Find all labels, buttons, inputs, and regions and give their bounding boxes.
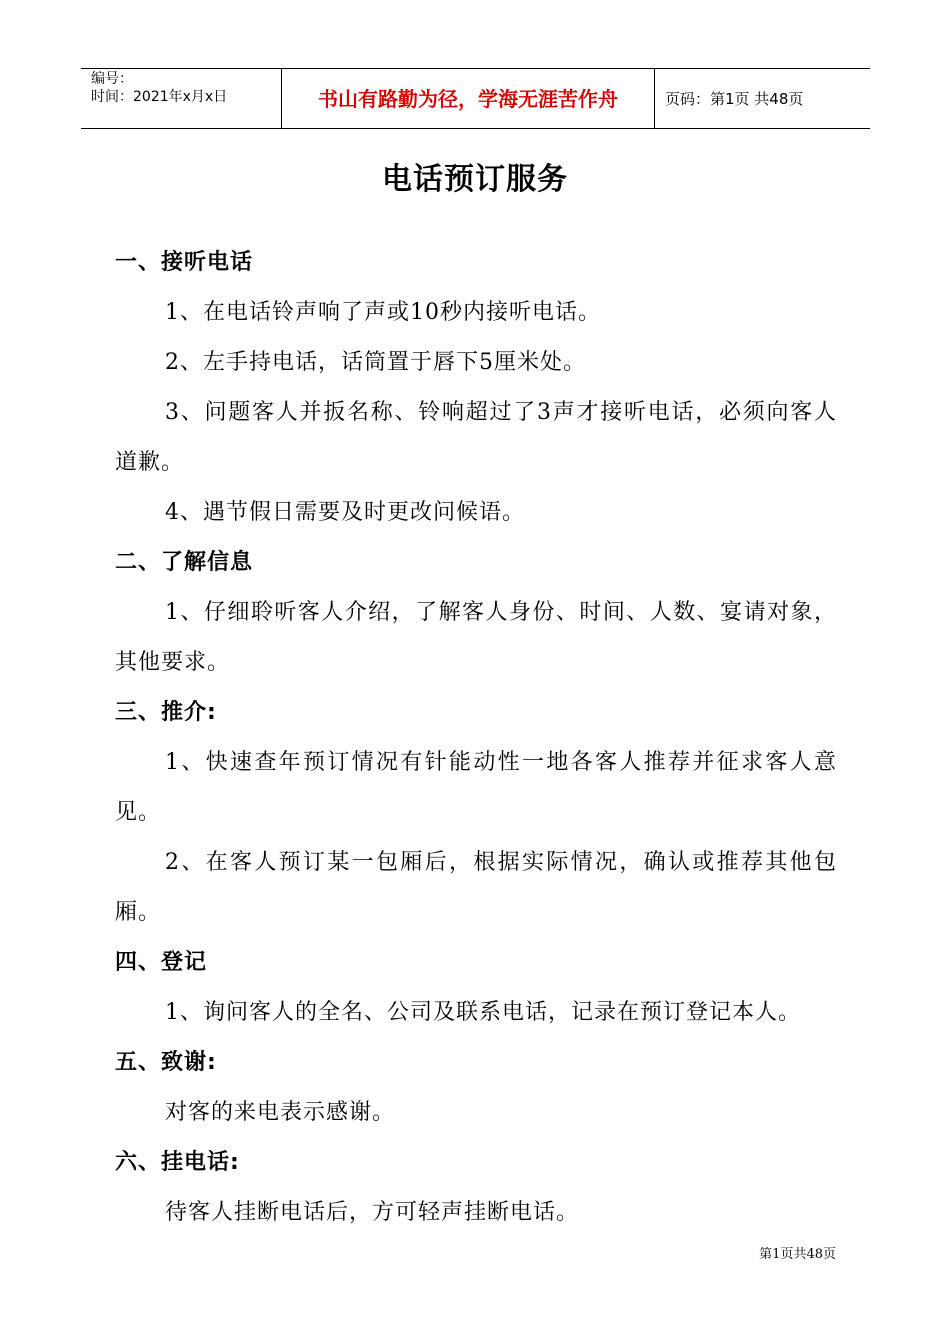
section-heading: 二、了解信息	[115, 550, 254, 575]
paragraph: 4、遇节假日需要及时更改问候语。	[165, 500, 525, 525]
document-header	[81, 68, 870, 129]
paragraph: 2、左手持电话，话筒置于唇下5厘米处。	[165, 350, 586, 375]
header-motto: 书山有路勤为径，学海无涯苦作舟	[318, 87, 618, 111]
paragraph: 3、问题客人并扳名称、铃响超过了3声才接听电话，必须向客人道歉。	[115, 400, 837, 475]
header-meta-cell	[81, 69, 281, 128]
paragraph: 1、询问客人的全名、公司及联系电话，记录在预订登记本人。	[165, 1000, 801, 1025]
document-title: 电话预订服务	[382, 162, 568, 197]
paragraph: 对客的来电表示感谢。	[165, 1100, 396, 1125]
document-body	[115, 238, 837, 1238]
section-heading: 六、挂电话:	[115, 1150, 240, 1175]
section-heading: 五、致谢:	[115, 1050, 217, 1075]
section-heading: 一、接听电话	[115, 250, 254, 275]
paragraph: 1、在电话铃声响了声或10秒内接听电话。	[165, 300, 601, 325]
paragraph: 1、快速查年预订情况有针能动性一地各客人推荐并征求客人意见。	[115, 750, 837, 825]
paragraph: 待客人挂断电话后，方可轻声挂断电话。	[165, 1200, 580, 1225]
paragraph: 2、在客人预订某一包厢后，根据实际情况，确认或推荐其他包厢。	[115, 850, 837, 925]
header-page-cell	[655, 69, 870, 128]
document-time-label: 时间：2021年x月x日	[91, 89, 228, 105]
page-footer: 第1页共48页	[759, 1247, 836, 1262]
paragraph: 1、仔细聆听客人介绍，了解客人身份、时间、人数、宴请对象，其他要求。	[115, 600, 837, 675]
section-heading: 四、登记	[115, 950, 208, 975]
header-motto-cell	[281, 69, 655, 128]
section-heading: 三、推介:	[115, 700, 217, 725]
document-code-label: 编号：	[91, 71, 133, 87]
header-page-info: 页码：第1页 共48页	[665, 90, 804, 108]
